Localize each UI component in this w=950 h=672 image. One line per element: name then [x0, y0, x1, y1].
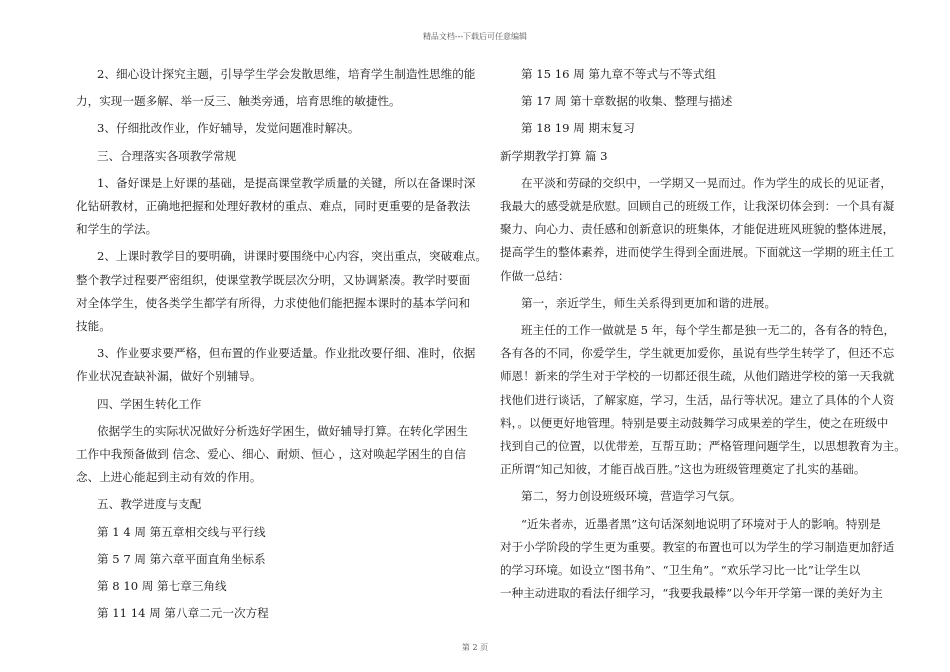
schedule-line: 第 5 7 周 第六章平面直角坐标系: [97, 551, 266, 566]
text-line: 2、细心设计探究主题，引导学生学会发散思维，培育学生制造性思维的能: [97, 67, 476, 81]
schedule-line: 第 1 4 周 第五章相交线与平行线: [97, 524, 266, 539]
schedule-line: 第 11 14 周 第八章二元一次方程: [97, 606, 269, 621]
text-line: 找到自己的位置，以优带差，互帮互助；严格管理问题学生，以思想教育为主。: [500, 439, 906, 454]
text-line: 正所谓“知己知彼，才能百战百胜。”这也为班级管理奠定了扎实的基础。: [500, 462, 866, 477]
text-line: 的学习环境。如设立“图书角”、“卫生角”。“欢乐学习比一比”让学生以: [500, 563, 861, 578]
text-line: 工作中我预备做到 信念、爱心、细心、耐烦、恒心 ，这对唤起学困生的自信: [76, 447, 466, 462]
text-line: 在平淡和劳碌的交织中，一学期又一晃而过。作为学生的成长的见证者，: [521, 175, 893, 190]
section-heading: 三、合理落实各项教学常规: [97, 148, 237, 163]
text-line: 班主任的工作一做就是 5 年，每个学生都是独一无二的，各有各的特色，: [521, 323, 896, 338]
text-line: 技能。: [76, 319, 111, 334]
text-line: 师恩！新来的学生对于学校的一切都还很生疏，从他们踏进学校的第一天我就: [500, 369, 895, 384]
section-heading: 新学期教学打算 篇 3: [500, 148, 608, 163]
text-line: 力，实现一题多解、举一反三、触类旁通，培育思维的敏捷性。: [76, 94, 401, 109]
text-line: 念、上进心能起到主动有效的作用。: [76, 470, 262, 485]
text-line: 聚力、向心力、责任感和创新意识的班集体，才能促进班风班貌的整体进展，: [500, 222, 895, 237]
text-line: 整个教学过程要严密组织，使课堂教学既层次分明，又协调紧凑。教学时要面: [76, 272, 471, 287]
text-line: 我最大的感受就是欣慰。回顾自己的班级工作，让我深切体会到：一个具有凝: [500, 199, 895, 214]
schedule-line: 第 18 19 周 期末复习: [521, 121, 635, 136]
text-line: 料，。以便更好地管理。特别是要主动鼓舞学习成果差的学生，使之在班级中: [500, 415, 889, 430]
schedule-line: 第 8 10 周 第七章三角线: [97, 579, 227, 594]
text-line: 3、仔细批改作业，作好辅导，发觉问题准时解决。: [97, 121, 360, 136]
text-line: 对全体学生，使各类学生都学有所得，力求使他们能把握本课时的基本学问和: [76, 295, 471, 310]
right-column: [500, 63, 906, 605]
text-line: 作业状况查缺补漏，做好个别辅导。: [76, 369, 262, 384]
schedule-line: 第 15 16 周 第九章不等式与不等式组: [521, 67, 716, 81]
text-line: 各有各的不同，你爱学生，学生就更加爱你，虽说有些学生转学了，但还不忘: [500, 346, 895, 361]
text-line: 提高学生的整体素养，进而使学生得到全面进展。下面就这一学期的班主任工: [500, 245, 895, 260]
text-line: 2、上课时教学目的要明确，讲课时要围绕中心内容，突出重点，突破难点。: [97, 249, 487, 264]
text-line: 和学生的学法。: [76, 222, 158, 237]
text-line: “近朱者赤，近墨者黑”这句话深刻地说明了环境对于人的影响。特别是: [521, 516, 881, 531]
page-number: 第 2 页: [461, 643, 489, 652]
section-heading: 四、学困生转化工作: [97, 396, 202, 411]
text-line: 3、作业要求要严格，但布置的作业要适量。作业批改要仔细、准时，依据: [97, 346, 476, 361]
text-line: 依据学生的实际状况做好分析选好学困生，做好辅导打算。在转化学困生: [97, 423, 469, 438]
text-line: 对于小学阶段的学生更为重要。教室的布置也可以为学生的学习制造更加舒适: [500, 539, 895, 554]
schedule-line: 第 17 周 第十章数据的收集、整理与描述: [521, 94, 733, 109]
text-line: 找他们进行谈话，了解家庭，学习，生活，品行等状况。建立了具体的个人资: [500, 392, 895, 407]
text-line: 1、备好课是上好课的基础，是提高课堂教学质量的关键，所以在备课时深: [97, 175, 476, 190]
text-line: 一种主动进取的看法仔细学习，“我要我最棒”以今年开学第一课的美好为主: [500, 586, 883, 601]
section-heading: 五、教学进度与支配: [97, 497, 202, 512]
text-line: 化钻研教材，正确地把握和处理好教材的重点、难点，同时更重要的是备教法: [76, 199, 471, 214]
section-heading: 第一，亲近学生，师生关系得到更加和谐的进展。: [521, 295, 777, 310]
page-header: 精品文档---下载后可任意编辑: [422, 32, 528, 41]
text-line: 作做一总结：: [500, 268, 570, 283]
left-column: [76, 63, 487, 629]
section-heading: 第二，努力创设班级环境，营造学习气氛。: [521, 489, 742, 504]
